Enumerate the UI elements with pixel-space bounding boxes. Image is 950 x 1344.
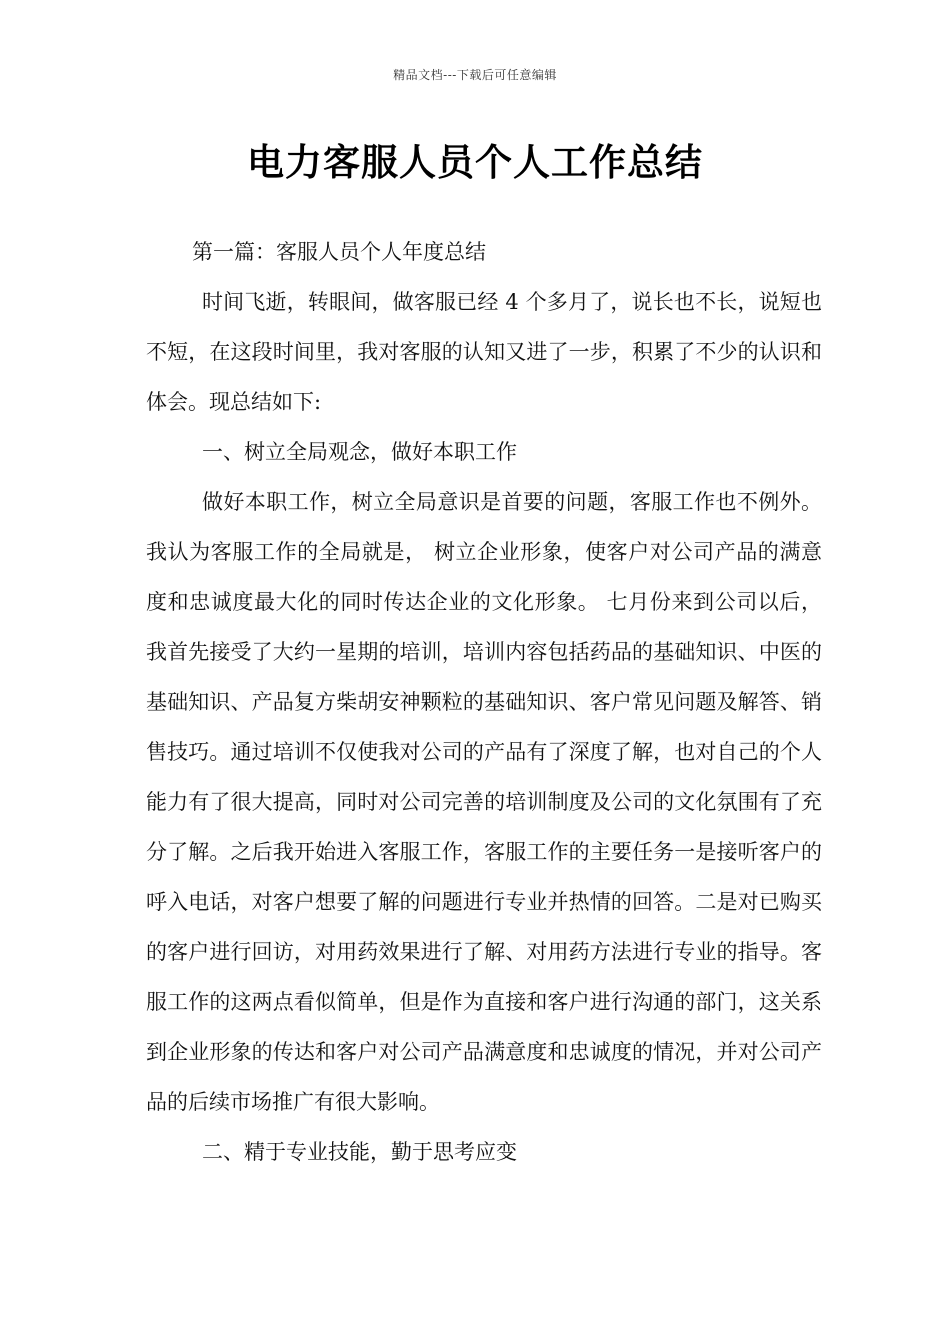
section-heading-1: 一、树立全局观念，做好本职工作 — [202, 440, 517, 464]
document-subtitle: 第一篇：客服人员个人年度总结 — [192, 240, 486, 264]
section-paragraph-1: 做好本职工作，树立全局意识是首要的问题，客服工作也不例外。我认为客服工作的全局就是， 树立企业形象，使客户对公司产品的满意度和忠诚度最大化的同时传达企业的文化形象。 七月份来到公司以后，我首先接受了大约一星期的培训，培训内容包括药品的基础知识、中医的基础知识、产品复方柴胡安神颗粒的基础知识、客户常见问题及解答、销售技巧。通过培训不仅使我对公司的产品有了深度了解，也对自己的个人能力有了很大提高，同时对公司完善的培训制度及公司的文化氛围有了充分了解。之后我开始进入客服工作，客服工作的主要任务一是接听客户的呼入电话，对客户想要了解的问题进行专业并热情的回答。二是对已购买的客户进行回访，对用药效果进行了解、对用药方法进行专业的指导。客服工作的这两点看似简单，但是作为直接和客户进行沟通的部门，这关系到企业形象的传达和客户对公司产品满意度和忠诚度的情况，并对公司产品的后续市场推广有很大影响。 — [146, 490, 822, 1114]
document-title: 电力客服人员个人工作总结 — [247, 141, 703, 184]
intro-paragraph: 时间飞逝，转眼间，做客服已经 4 个多月了，说长也不长，说短也不短，在这段时间里，我对客服的认知又进了一步，积累了不少的认识和体会。现总结如下: — [146, 290, 822, 414]
section-heading-2: 二、精于专业技能，勤于思考应变 — [202, 1140, 517, 1164]
document-body — [146, 227, 822, 1177]
page-header-note: 精品文档---下载后可任意编辑 — [393, 68, 557, 82]
